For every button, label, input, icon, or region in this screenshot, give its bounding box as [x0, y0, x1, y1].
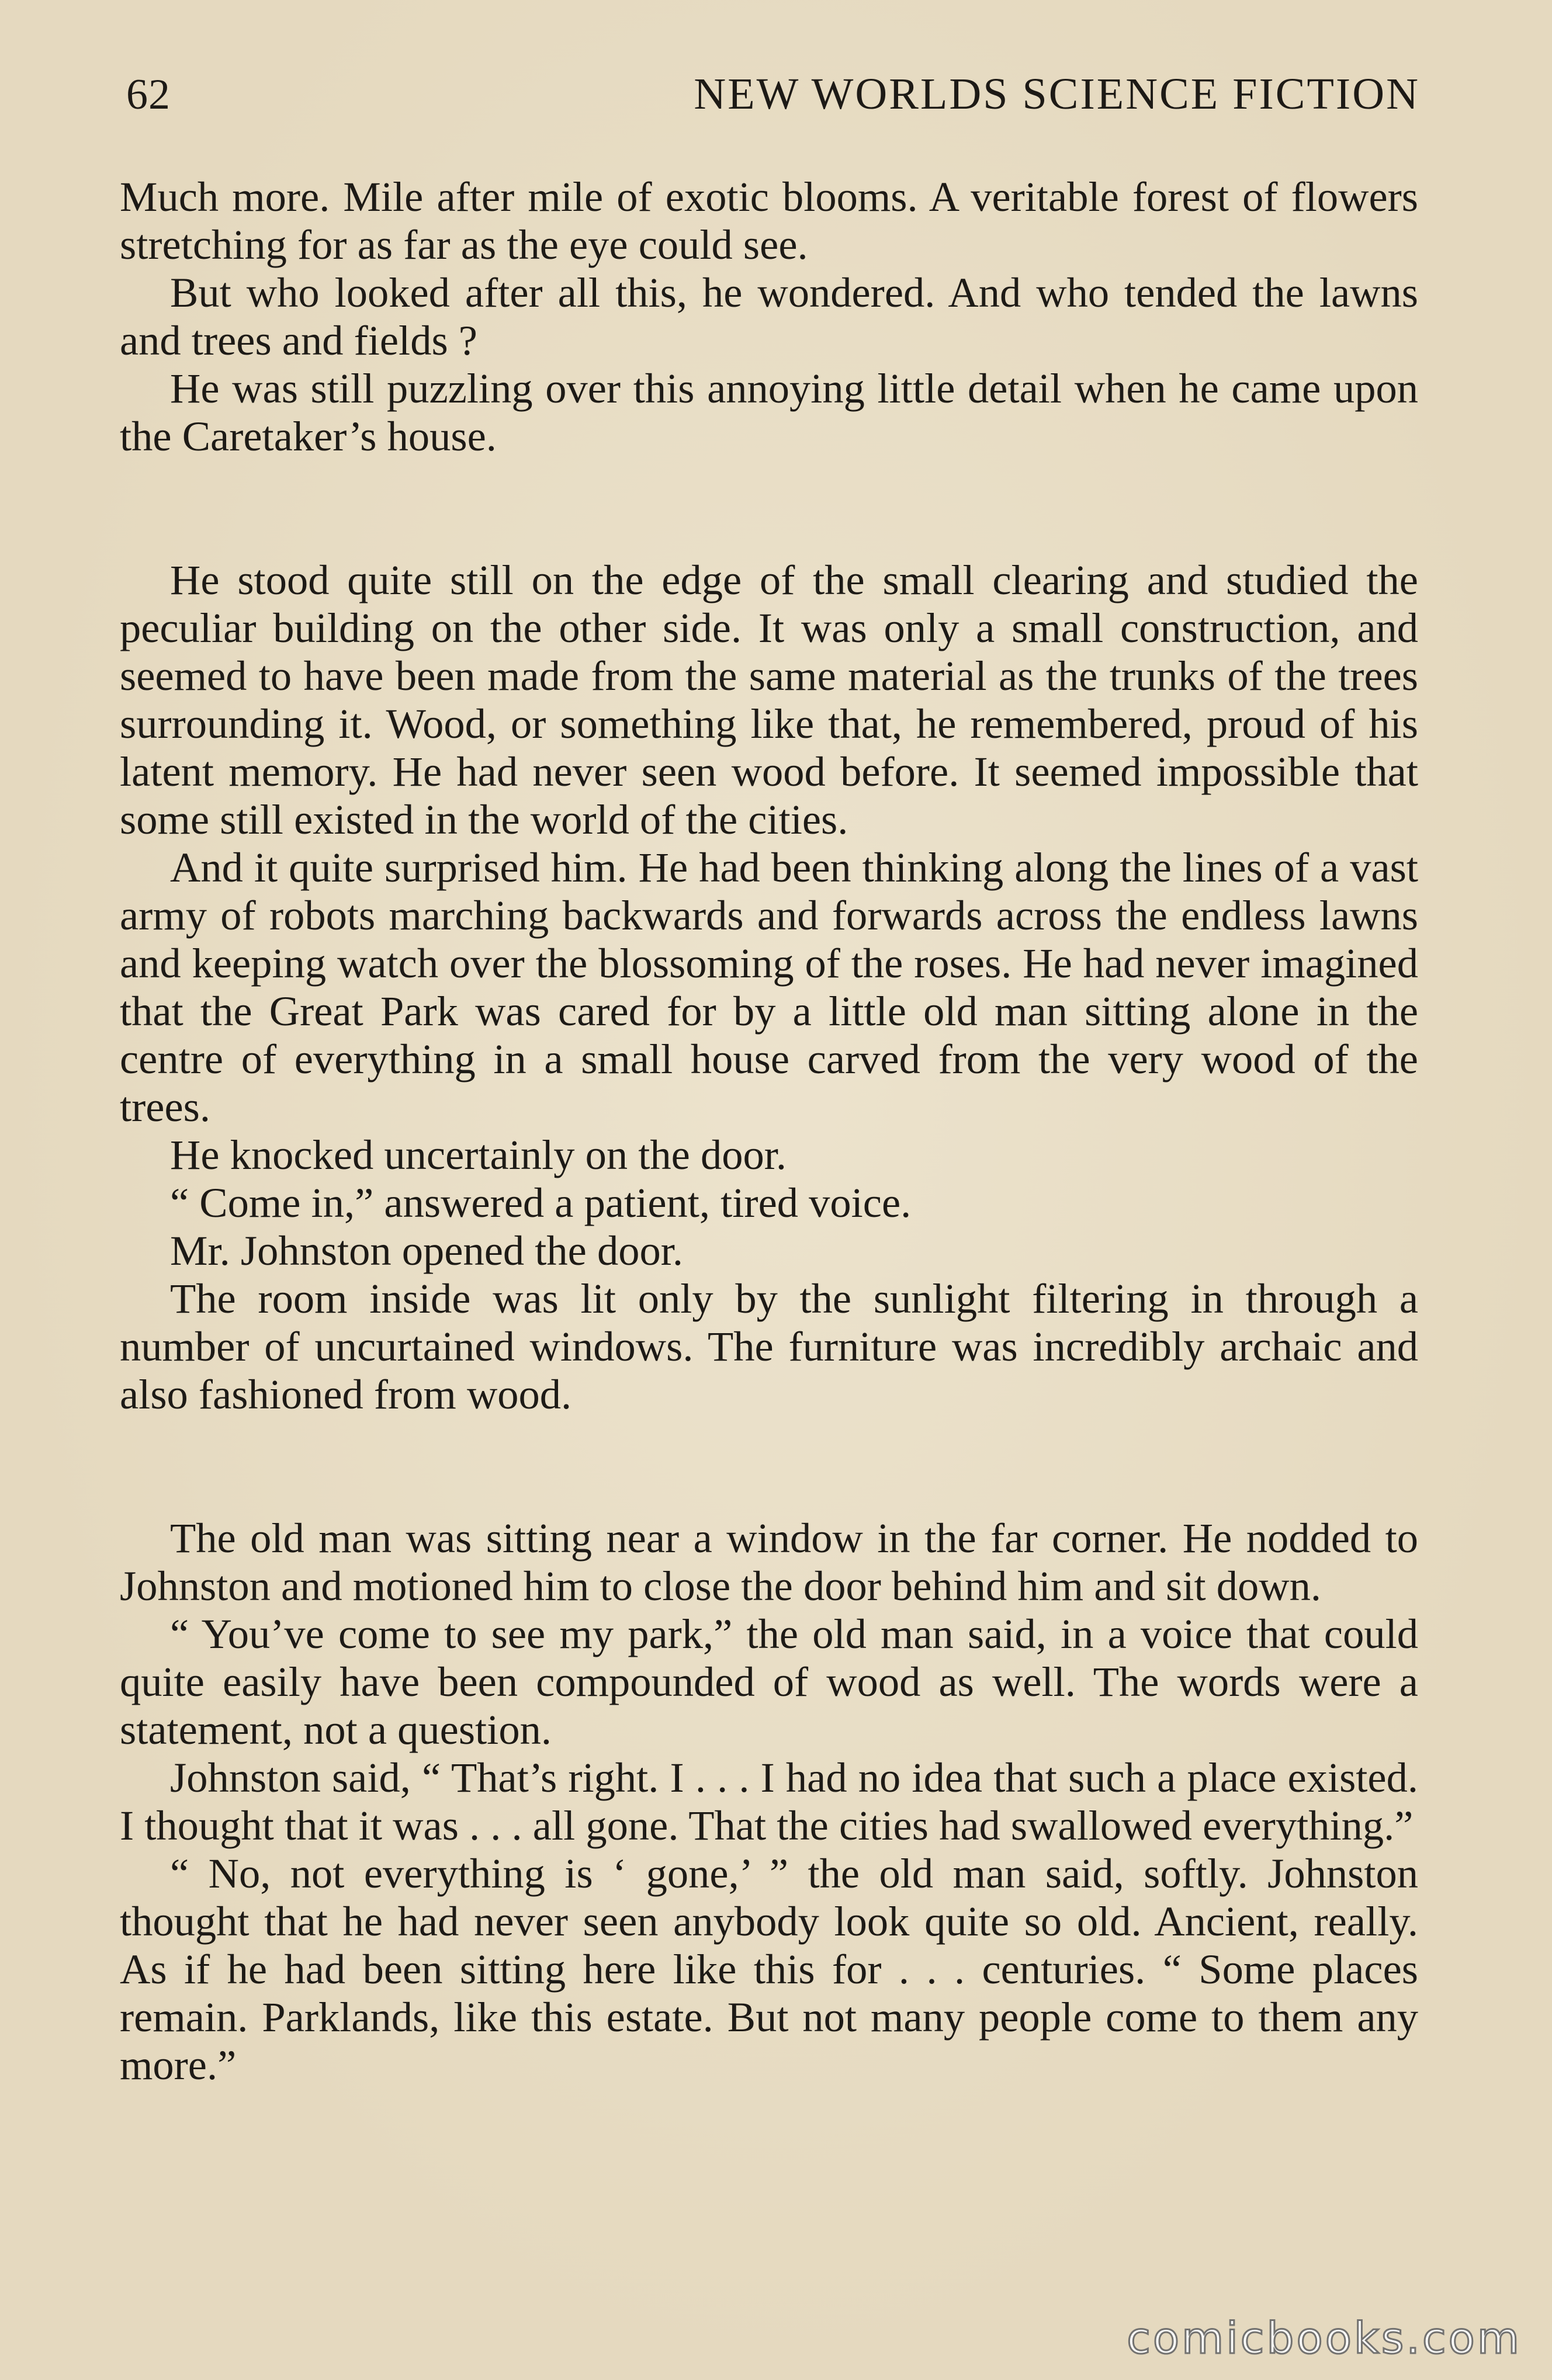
paragraph: The old man was sitting near a window in the far corner. He nodded to Johnston and motioned him to close the door behind him and sit down.	[120, 1514, 1418, 1609]
page-header	[126, 69, 1420, 133]
paragraph: But who looked after all this, he wondered. And who tended the lawns and trees and fields ?	[120, 269, 1418, 364]
watermark: comicbooks.com	[1127, 2313, 1522, 2364]
body-text	[120, 173, 1418, 2089]
paragraph: He knocked uncertainly on the door.	[170, 1131, 787, 1178]
paragraph: “ Come in,” answered a patient, tired voice.	[170, 1179, 912, 1226]
paragraph: The room inside was lit only by the sunlight filtering in through a number of uncurtained windows. The furniture was incredibly archaic and also fashioned from wood.	[120, 1275, 1418, 1418]
paragraph: He stood quite still on the edge of the small clearing and studied the peculiar building on the other side. It was only a small construction, and seemed to have been made from the same material as the trunks of the trees surrounding it. Wood, or something like that, he remembered, proud of his latent memory. He had never seen wood before. It seemed impossible that some still existed in the world of the cities.	[120, 556, 1418, 843]
paragraph: And it quite surprised him. He had been thinking along the lines of a vast army of robots marching backwards and forwards across the endless lawns and keeping watch over the blossoming of the roses. He had never imagined that the Great Park was cared for by a little old man sitting alone in the centre of everything in a small house carved from the very wood of the trees.	[120, 844, 1418, 1130]
paragraph: “ No, not everything is ‘ gone,’ ” the old man said, softly. Johnston thought that he had never seen anybody look quite so old. Ancient, really. As if he had been sitting here like this for . . . centuries. “ Some places remain. Parklands, like this estate. But not many people come to them any more.”	[120, 1850, 1418, 2088]
paragraph: Johnston said, “ That’s right. I . . . I had no idea that such a place existed. I thought that it was . . . all gone. That the cities had swallowed everything.”	[120, 1754, 1418, 1849]
paragraph: “ You’ve come to see my park,” the old man said, in a voice that could quite easily have been compounded of wood as well. The words were a statement, not a question.	[120, 1610, 1418, 1753]
paragraph: Much more. Mile after mile of exotic blooms. A veritable forest of flowers stretching for as far as the eye could see.	[120, 173, 1418, 268]
running-head: NEW WORLDS SCIENCE FICTION	[694, 70, 1420, 119]
paragraph: Mr. Johnston opened the door.	[170, 1227, 684, 1274]
paragraph: He was still puzzling over this annoying little detail when he came upon the Caretaker’s house.	[120, 365, 1418, 460]
page-number: 62	[126, 71, 171, 119]
